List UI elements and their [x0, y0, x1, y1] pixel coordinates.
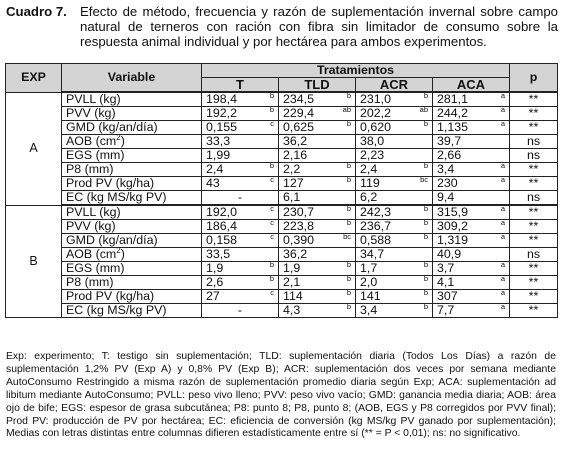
- value-t-letter: c: [270, 289, 274, 297]
- value-t-number: 33,3: [206, 134, 231, 148]
- value-tld: [279, 107, 356, 121]
- value-aca: [433, 262, 510, 276]
- value-tld-letter: b: [346, 219, 351, 227]
- value-t-letter: b: [269, 92, 274, 100]
- variable-label: Prod PV (kg/ha): [66, 176, 155, 190]
- value-tld: [279, 177, 356, 191]
- variable-label: EC (kg MS/kg PV): [66, 303, 167, 317]
- value-aca-letter: a: [500, 120, 505, 128]
- value-acr-number: 6,2: [360, 190, 378, 204]
- value-t: [202, 149, 279, 163]
- value-aca-letter: a: [500, 92, 505, 100]
- value-aca-number: 315,9: [437, 205, 469, 219]
- unit-superscript: 2: [116, 247, 121, 255]
- value-tld-letter: b: [346, 92, 351, 100]
- value-aca-number: 230: [437, 176, 458, 190]
- value-t: [202, 121, 279, 135]
- value-tld: [279, 220, 356, 234]
- value-tld: [279, 121, 356, 135]
- value-tld: [279, 248, 356, 262]
- unit-close: ): [120, 134, 125, 148]
- value-tld-number: 234,5: [283, 92, 315, 106]
- value-t-letter: b: [269, 162, 274, 170]
- value-aca-number: 3,4: [437, 162, 455, 176]
- value-aca-letter: a: [500, 289, 505, 297]
- p-value: **: [510, 121, 558, 135]
- variable-label: GMD (kg/an/día): [66, 120, 158, 134]
- p-value: **: [510, 290, 558, 304]
- variable-cell: [62, 276, 202, 290]
- value-t: [202, 191, 279, 206]
- value-t-letter: c: [270, 176, 274, 184]
- value-aca-number: 39,7: [437, 134, 462, 148]
- value-acr: [356, 191, 433, 206]
- p-value: **: [510, 205, 558, 220]
- value-tld-letter: b: [346, 289, 351, 297]
- value-aca-number: 1,135: [437, 120, 469, 134]
- value-aca-letter: a: [500, 275, 505, 283]
- value-t-number: 43: [206, 176, 220, 190]
- value-tld-number: 127: [283, 176, 304, 190]
- p-value: **: [510, 177, 558, 191]
- value-t: [202, 107, 279, 121]
- value-acr-letter: b: [423, 275, 428, 283]
- exp-label: A: [6, 92, 62, 205]
- value-acr-number: 231,0: [360, 92, 392, 106]
- value-aca: [433, 107, 510, 121]
- value-acr-letter: b: [423, 289, 428, 297]
- value-acr: [356, 107, 433, 121]
- value-tld: [279, 149, 356, 163]
- p-value: **: [510, 92, 558, 107]
- table-row: [6, 276, 558, 290]
- value-tld-letter: b: [346, 205, 351, 213]
- variable-label: AOB (cm: [66, 247, 117, 261]
- value-aca-letter: a: [500, 205, 505, 213]
- p-value: **: [510, 163, 558, 177]
- value-t-number: 33,5: [206, 247, 231, 261]
- variable-cell: [62, 92, 202, 107]
- value-tld: [279, 163, 356, 177]
- value-acr: [356, 135, 433, 149]
- header-variable: Variable: [62, 64, 202, 93]
- value-aca-letter: a: [500, 261, 505, 269]
- value-tld: [279, 135, 356, 149]
- value-tld: [279, 262, 356, 276]
- table-row: [6, 220, 558, 234]
- table-row: [6, 205, 558, 220]
- table-row: [6, 248, 558, 262]
- variable-cell: [62, 177, 202, 191]
- value-acr-letter: ab: [419, 106, 428, 114]
- table-row: [6, 149, 558, 163]
- value-acr-number: 1,7: [360, 261, 378, 275]
- value-tld-number: 2,1: [283, 275, 301, 289]
- value-tld-letter: ab: [342, 106, 351, 114]
- value-tld-number: 6,1: [283, 190, 301, 204]
- p-value: **: [510, 304, 558, 318]
- variable-cell: [62, 191, 202, 206]
- value-aca: [433, 121, 510, 135]
- variable-label: EGS (mm): [66, 148, 125, 162]
- table-row: [6, 290, 558, 304]
- table-row: [6, 121, 558, 135]
- value-aca-number: 309,2: [437, 219, 469, 233]
- value-t-letter: c: [270, 233, 274, 241]
- value-t-letter: b: [269, 275, 274, 283]
- value-tld: [279, 276, 356, 290]
- value-aca-number: 307: [437, 289, 458, 303]
- value-t-letter: b: [269, 261, 274, 269]
- value-t-number: 2,6: [206, 275, 224, 289]
- value-aca-letter: a: [500, 162, 505, 170]
- footnote: Exp: experimento; T: testigo sin suplementación; TLD: suplementación diaria (Todos Los Días) a razón de suplementación 1,2% PV (Exp A) y 0,8% PV (Exp B); ACR: suplementación dos veces por semana mediante AutoConsumo Restringido a misma razón de suplementación promedio diaria según Exp; ACA: suplementación ad libitum mediante AutoConsumo; PVLL: peso vivo lleno; PVV: peso vivo vacío; GMD: ganancia media diaria; AOB: área ojo de bife; EGS: espesor de grasa subcutánea; P8: punto 8; P8, punto 8; (AOB, EGS y P8 corregidos por PVV final); Prod PV: producción de PV por hectárea; EC: eficiencia de conversión (kg MS/kg PV ganado por suplementación); Medias con letras distintas entre columnas difieren estadísticamente entre sí (** = P < 0,01); ns: no significativo.: [6, 351, 556, 440]
- value-t-letter: c: [270, 219, 274, 227]
- value-tld-letter: b: [346, 261, 351, 269]
- value-t: [202, 205, 279, 220]
- value-aca-number: 4,1: [437, 275, 455, 289]
- variable-cell: [62, 262, 202, 276]
- value-aca-number: 281,1: [437, 92, 469, 106]
- value-aca: [433, 177, 510, 191]
- value-aca: [433, 135, 510, 149]
- variable-cell: [62, 107, 202, 121]
- value-acr-number: 38,0: [360, 134, 385, 148]
- header-exp: EXP: [6, 64, 62, 93]
- value-acr: [356, 220, 433, 234]
- value-t: [202, 304, 279, 318]
- value-tld-letter: b: [346, 162, 351, 170]
- value-tld-number: 0,390: [283, 233, 315, 247]
- table-row: [6, 191, 558, 206]
- value-acr: [356, 163, 433, 177]
- table-caption: [6, 4, 558, 49]
- p-value: ns: [510, 149, 558, 163]
- variable-label: PVLL (kg): [66, 92, 121, 106]
- value-acr-letter: b: [423, 162, 428, 170]
- value-acr-letter: b: [423, 120, 428, 128]
- value-acr: [356, 276, 433, 290]
- value-t: [202, 262, 279, 276]
- value-aca: [433, 304, 510, 318]
- value-tld-number: 2,16: [283, 148, 308, 162]
- value-acr-number: 202,2: [360, 106, 392, 120]
- value-t-number: 198,4: [206, 92, 238, 106]
- header-p: p: [510, 64, 558, 93]
- p-value: **: [510, 107, 558, 121]
- value-t: [202, 276, 279, 290]
- variable-label: P8 (mm): [66, 162, 114, 176]
- p-value: ns: [510, 135, 558, 149]
- value-aca: [433, 149, 510, 163]
- value-acr-letter: bc: [420, 176, 428, 184]
- value-acr-number: 34,7: [360, 247, 385, 261]
- value-tld-number: 114: [283, 289, 303, 303]
- value-acr-letter: b: [423, 233, 428, 241]
- value-tld-letter: bc: [343, 233, 351, 241]
- value-acr-number: 242,3: [360, 205, 392, 219]
- value-acr: [356, 205, 433, 220]
- table-row: [6, 163, 558, 177]
- value-acr: [356, 262, 433, 276]
- value-acr: [356, 177, 433, 191]
- header-tld: TLD: [279, 78, 356, 93]
- value-t: [202, 220, 279, 234]
- variable-cell: [62, 135, 202, 149]
- value-aca-letter: a: [500, 303, 505, 311]
- header-t: T: [202, 78, 279, 93]
- value-aca: [433, 205, 510, 220]
- p-value: **: [510, 262, 558, 276]
- value-acr: [356, 121, 433, 135]
- table-row: [6, 135, 558, 149]
- table-body: [6, 92, 558, 318]
- value-aca: [433, 191, 510, 206]
- results-table: [5, 63, 558, 318]
- value-acr-number: 2,23: [360, 148, 385, 162]
- variable-cell: [62, 290, 202, 304]
- value-tld: [279, 191, 356, 206]
- value-acr-letter: b: [423, 261, 428, 269]
- value-t-number: 186,4: [206, 219, 238, 233]
- value-tld: [279, 290, 356, 304]
- value-tld-letter: b: [346, 303, 351, 311]
- variable-label: AOB (cm: [66, 134, 117, 148]
- header-aca: ACA: [433, 78, 510, 93]
- variable-label: PVV (kg): [66, 106, 116, 120]
- value-acr-letter: b: [423, 303, 428, 311]
- header-tratamientos: Tratamientos: [202, 64, 510, 78]
- value-t-number: -: [237, 303, 243, 317]
- variable-cell: [62, 163, 202, 177]
- value-tld-letter: b: [346, 120, 351, 128]
- p-value: ns: [510, 248, 558, 262]
- variable-label: GMD (kg/an/día): [66, 233, 158, 247]
- value-acr-number: 2,4: [360, 162, 378, 176]
- variable-cell: [62, 248, 202, 262]
- value-tld-number: 4,3: [283, 303, 301, 317]
- value-tld: [279, 205, 356, 220]
- variable-label: PVV (kg): [66, 219, 116, 233]
- value-t-number: -: [237, 190, 243, 204]
- value-aca-letter: a: [500, 106, 505, 114]
- value-aca-number: 7,7: [437, 303, 455, 317]
- value-tld: [279, 304, 356, 318]
- value-t: [202, 163, 279, 177]
- value-aca: [433, 248, 510, 262]
- value-aca-letter: a: [500, 233, 505, 241]
- value-tld-letter: b: [346, 176, 351, 184]
- value-t-number: 1,9: [206, 261, 224, 275]
- value-t: [202, 135, 279, 149]
- caption-label: Cuadro 7.: [6, 4, 67, 19]
- value-tld-number: 36,2: [283, 247, 308, 261]
- value-tld-number: 36,2: [283, 134, 308, 148]
- value-acr-number: 236,7: [360, 219, 392, 233]
- value-aca-number: 3,7: [437, 261, 455, 275]
- variable-cell: [62, 121, 202, 135]
- value-tld-number: 0,625: [283, 120, 315, 134]
- value-t: [202, 248, 279, 262]
- table-row: [6, 177, 558, 191]
- variable-cell: [62, 205, 202, 220]
- p-value: **: [510, 220, 558, 234]
- table-row: [6, 304, 558, 318]
- value-t-number: 1,99: [206, 148, 231, 162]
- p-value: **: [510, 276, 558, 290]
- table-row: [6, 234, 558, 248]
- exp-label: B: [6, 205, 62, 318]
- value-acr: [356, 149, 433, 163]
- value-acr-letter: b: [423, 219, 428, 227]
- value-aca: [433, 92, 510, 107]
- value-aca-number: 1,319: [437, 233, 469, 247]
- value-aca-letter: a: [500, 219, 505, 227]
- table-row: [6, 107, 558, 121]
- value-acr-number: 3,4: [360, 303, 378, 317]
- value-t-number: 27: [206, 289, 220, 303]
- unit-superscript: 2: [116, 134, 121, 142]
- value-acr: [356, 234, 433, 248]
- value-t-letter: b: [269, 106, 274, 114]
- value-aca-number: 2,66: [437, 148, 462, 162]
- unit-close: ): [120, 247, 125, 261]
- value-acr-number: 0,588: [360, 233, 392, 247]
- value-acr: [356, 92, 433, 107]
- value-acr-number: 119: [360, 176, 380, 190]
- value-acr: [356, 290, 433, 304]
- value-t: [202, 290, 279, 304]
- value-aca-letter: a: [500, 176, 505, 184]
- variable-label: EGS (mm): [66, 261, 125, 275]
- value-t: [202, 234, 279, 248]
- variable-label: PVLL (kg): [66, 205, 121, 219]
- value-acr-number: 141: [360, 289, 381, 303]
- value-tld-number: 1,9: [283, 261, 301, 275]
- value-aca: [433, 276, 510, 290]
- value-aca-number: 9,4: [437, 190, 455, 204]
- value-aca-number: 40,9: [437, 247, 462, 261]
- p-value: ns: [510, 191, 558, 206]
- value-tld-number: 230,7: [283, 205, 315, 219]
- value-acr: [356, 248, 433, 262]
- value-tld-number: 223,8: [283, 219, 315, 233]
- value-tld-number: 2,2: [283, 162, 301, 176]
- value-aca: [433, 220, 510, 234]
- value-acr-letter: b: [423, 205, 428, 213]
- value-t: [202, 177, 279, 191]
- variable-label: EC (kg MS/kg PV): [66, 190, 167, 204]
- variable-cell: [62, 149, 202, 163]
- value-acr-letter: b: [423, 92, 428, 100]
- header-acr: ACR: [356, 78, 433, 93]
- table-row: [6, 262, 558, 276]
- variable-label: P8 (mm): [66, 275, 114, 289]
- p-value: **: [510, 234, 558, 248]
- value-tld-number: 229,4: [283, 106, 315, 120]
- value-t-letter: c: [270, 120, 274, 128]
- value-t-number: 2,4: [206, 162, 224, 176]
- caption-text: Efecto de método, frecuencia y razón de suplementación invernal sobre campo natural de terneros con ración con fibra sin limitador de consumo sobre la respuesta animal individual y por hectárea para ambos experimentos.: [80, 4, 558, 49]
- value-acr-number: 2,0: [360, 275, 378, 289]
- value-acr: [356, 304, 433, 318]
- variable-cell: [62, 234, 202, 248]
- value-tld: [279, 92, 356, 107]
- value-t-number: 0,158: [206, 233, 238, 247]
- variable-label: Prod PV (kg/ha): [66, 289, 155, 303]
- value-t-number: 192,2: [206, 106, 238, 120]
- value-t-number: 192,0: [206, 205, 238, 219]
- value-tld: [279, 234, 356, 248]
- value-aca: [433, 290, 510, 304]
- value-t-letter: c: [270, 205, 274, 213]
- value-t-number: 0,155: [206, 120, 238, 134]
- variable-cell: [62, 220, 202, 234]
- value-aca: [433, 234, 510, 248]
- value-aca: [433, 163, 510, 177]
- value-aca-number: 244,2: [437, 106, 469, 120]
- value-tld-letter: b: [346, 275, 351, 283]
- value-acr-number: 0,620: [360, 120, 392, 134]
- table-row: [6, 92, 558, 107]
- value-t: [202, 92, 279, 107]
- variable-cell: [62, 304, 202, 318]
